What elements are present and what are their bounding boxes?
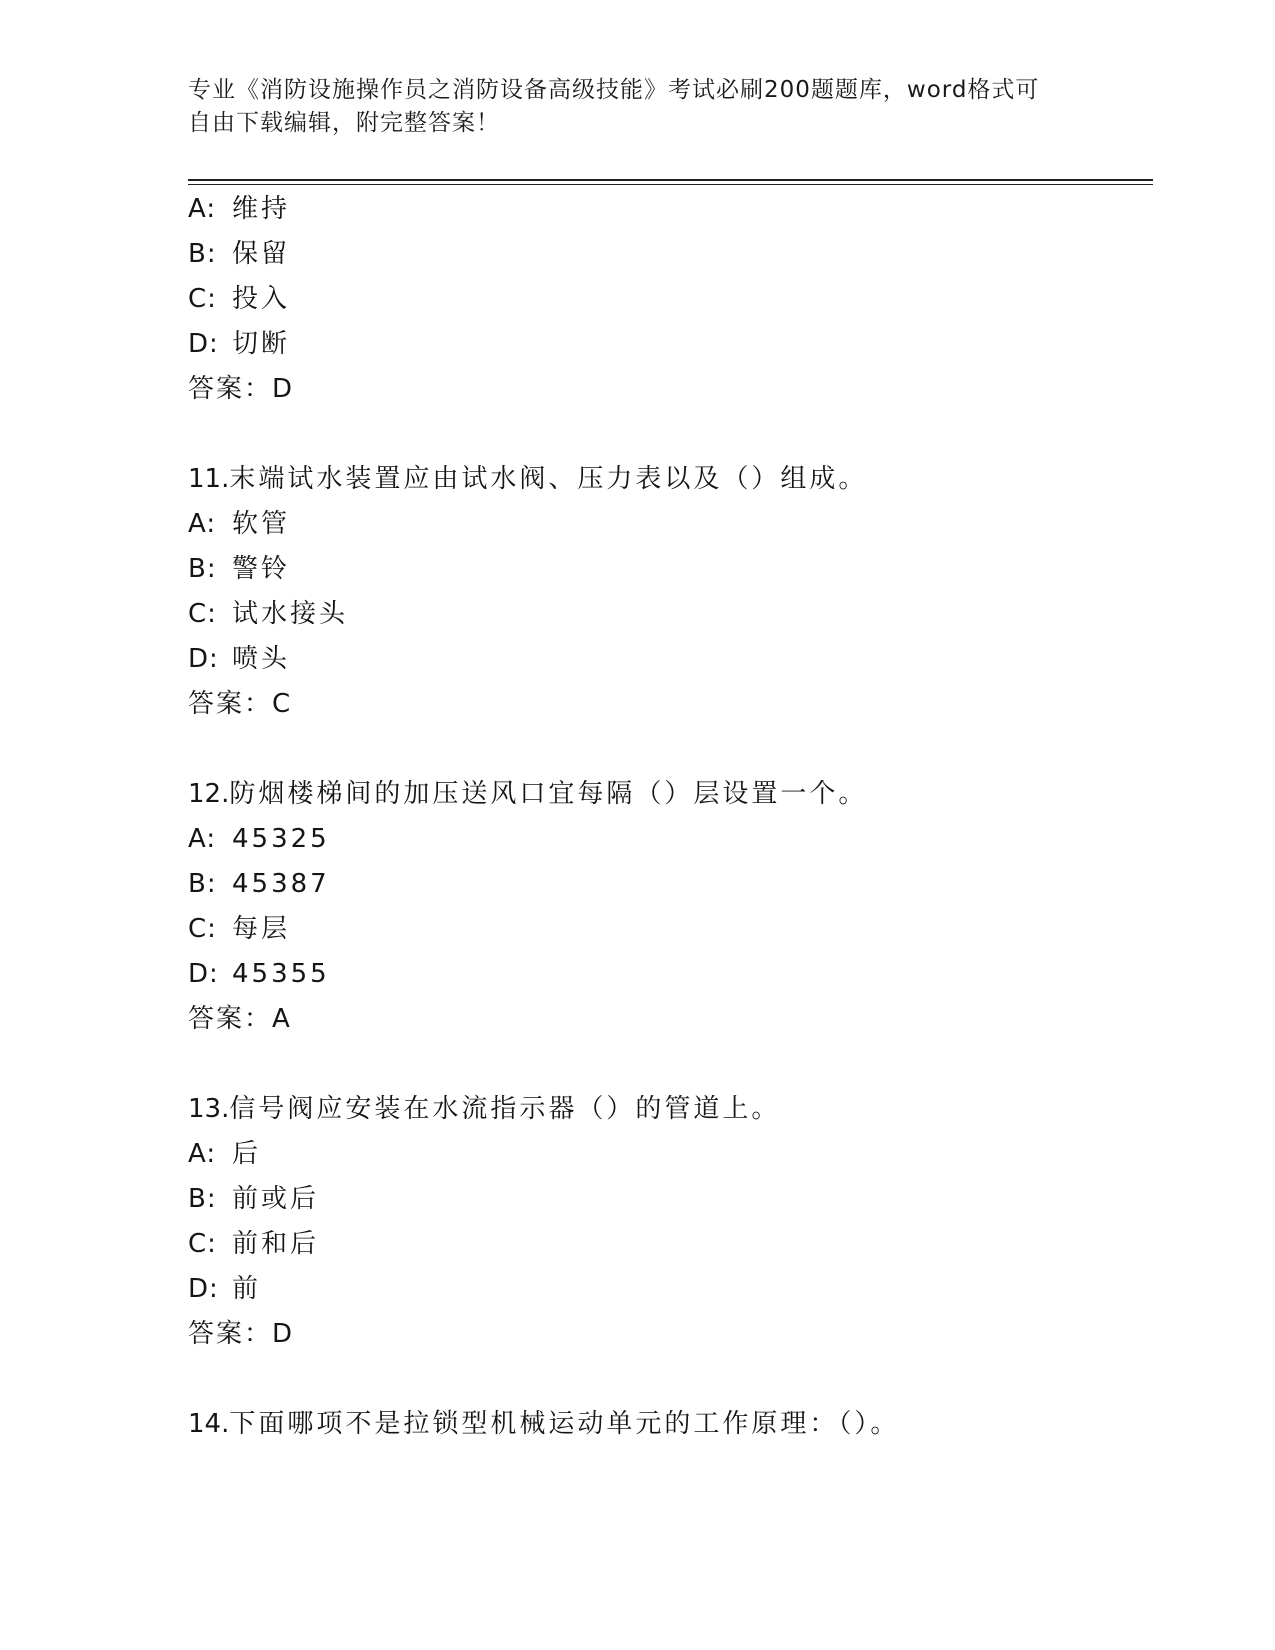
header-divider-thin: [188, 184, 1153, 185]
option-d: D: 喷头: [188, 644, 291, 674]
option-a: A: 后: [188, 1139, 262, 1169]
question-title: 14.下面哪项不是拉锁型机械运动单元的工作原理：（）。: [188, 1409, 900, 1439]
question-title: 11.末端试水装置应由试水阀、压力表以及（）组成。: [188, 464, 868, 494]
option-b: B: 45387: [188, 869, 330, 899]
option-a: A: 45325: [188, 824, 330, 854]
header-divider-thick: [188, 179, 1153, 181]
question-title: 13.信号阀应安装在水流指示器（）的管道上。: [188, 1094, 781, 1124]
answer-line: 答案：C: [188, 689, 293, 719]
answer-line: 答案：A: [188, 1004, 292, 1034]
answer-line: 答案：D: [188, 374, 295, 404]
option-c: C: 前和后: [188, 1229, 320, 1259]
header-line-2: 自由下载编辑，附完整答案！: [188, 110, 500, 136]
option-b: B: 保留: [188, 239, 291, 269]
question-title: 12.防烟楼梯间的加压送风口宜每隔（）层设置一个。: [188, 779, 868, 809]
option-a: A: 维持: [188, 194, 291, 224]
option-b: B: 前或后: [188, 1184, 320, 1214]
answer-line: 答案：D: [188, 1319, 295, 1349]
option-c: C: 每层: [188, 914, 291, 944]
option-d: D: 前: [188, 1274, 262, 1304]
option-d: D: 45355: [188, 959, 330, 989]
option-a: A: 软管: [188, 509, 291, 539]
option-c: C: 试水接头: [188, 599, 349, 629]
option-c: C: 投入: [188, 284, 291, 314]
header-line-1: 专业《消防设施操作员之消防设备高级技能》考试必刷200题题库，word格式可: [188, 77, 1040, 103]
option-b: B: 警铃: [188, 554, 291, 584]
option-d: D: 切断: [188, 329, 291, 359]
document-header: [188, 74, 1088, 140]
